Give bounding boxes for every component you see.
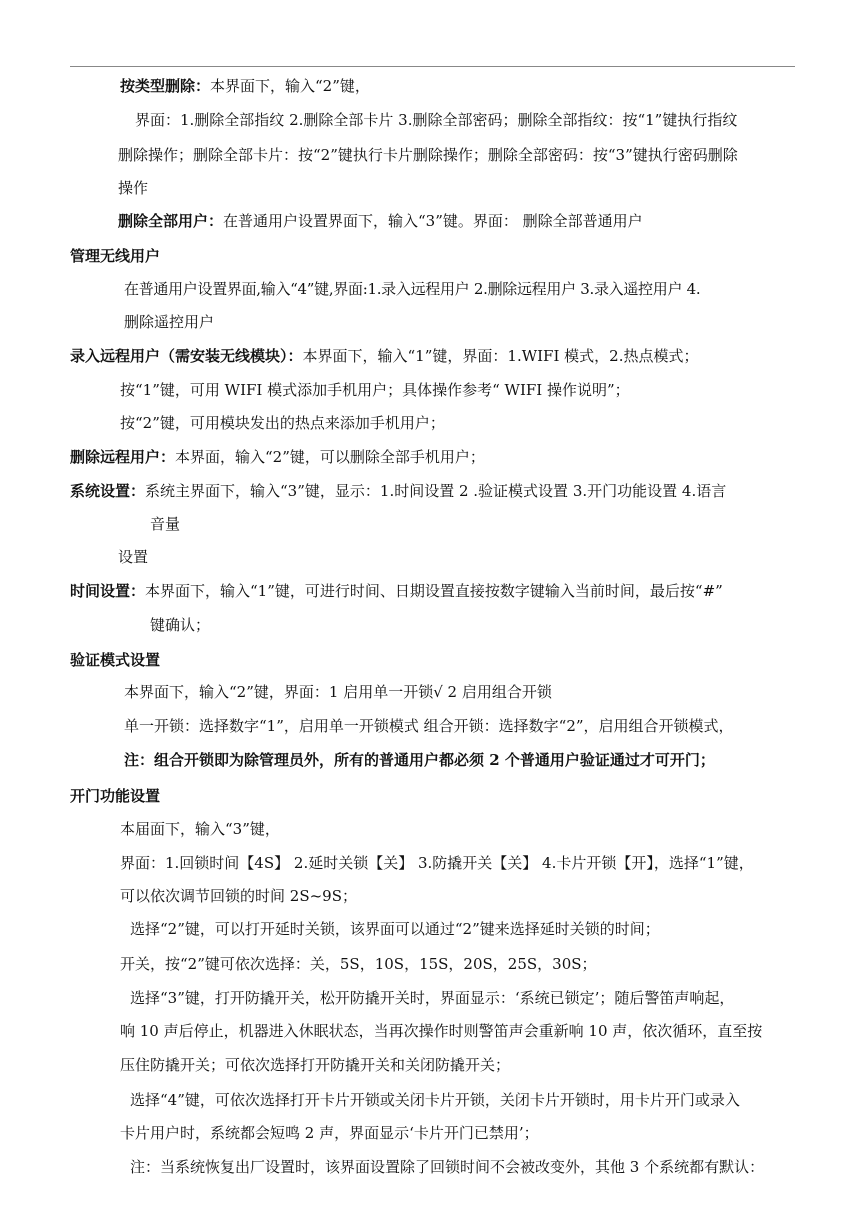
bold-label: 验证模式设置 — [70, 651, 161, 669]
line-text: 按“2”键，可用模块发出的热点来添加手机用户； — [120, 414, 445, 432]
line-text: 系统主界面下，输入“3”键，显示：1.时间设置 2 .验证模式设置 3.开门功能设置 4.语言 — [145, 482, 727, 500]
line-text: 本界面下，输入“1”键，可进行时间、日期设置直接按数字键输入当前时间，最后按“#” — [145, 582, 723, 600]
text-line — [118, 547, 148, 567]
line-text: 音量 — [150, 515, 181, 533]
text-line — [130, 919, 660, 939]
line-text: 本届面下，输入“3”键， — [120, 820, 280, 838]
bold-label: 删除全部用户： — [118, 212, 224, 230]
text-line — [118, 178, 148, 198]
line-text: 删除操作；删除全部卡片：按“2”键执行卡片删除操作；删除全部密码：按“3”键执行密码删除 — [118, 146, 738, 164]
bold-label: 按类型删除： — [120, 77, 211, 95]
text-line — [130, 988, 734, 1008]
text-line — [124, 279, 700, 299]
text-line — [120, 380, 630, 400]
line-text: 压住防撬开关；可依次选择打开防撬开关和关闭防撬开关； — [120, 1056, 511, 1074]
line-text: 响 10 声后停止，机器进入休眠状态，当再次操作时则警笛声会重新响 10 声，依次循环，直至按 — [120, 1022, 763, 1040]
line-text: 键确认； — [150, 616, 211, 634]
text-line — [70, 346, 698, 366]
text-line — [150, 514, 180, 534]
bold-label: 管理无线用户 — [70, 247, 161, 265]
line-text: 选择“2”键，可以打开延时关锁，该界面可以通过“2”键来选择延时关锁的时间； — [130, 920, 660, 938]
text-line — [135, 110, 737, 130]
line-text: 可以依次调节回锁的时间 2S~9S； — [120, 887, 357, 905]
text-line — [120, 819, 280, 839]
bold-label: 录入远程用户（需安装无线模块）： — [70, 347, 303, 365]
line-text: 注：当系统恢复出厂设置时，该界面设置除了回锁时间不会被改变外，其他 3 个系统都有默认： — [130, 1158, 765, 1176]
line-text: 选择“4”键，可依次选择打开卡片开锁或关闭卡片开锁，关闭卡片开锁时，用卡片开门或录入 — [130, 1091, 740, 1109]
line-text: 本界面下，输入“1”键，界面：1.WIFI 模式，2.热点模式； — [302, 347, 699, 365]
line-text: 界面：1.删除全部指纹 2.删除全部卡片 3.删除全部密码；删除全部指纹：按“1”键执行指纹 — [135, 111, 738, 129]
text-line — [70, 447, 485, 467]
bold-label: 时间设置： — [70, 582, 146, 600]
line-text: 开关，按“2”键可依次选择：关，5S，10S，15S，20S，25S，30S； — [120, 955, 597, 973]
line-text: 设置 — [118, 548, 149, 566]
line-text: 本界面下，输入“2”键， — [210, 77, 370, 95]
text-line — [70, 650, 160, 670]
text-line — [120, 76, 370, 96]
line-text: 本界面下，输入“2”键，界面：1 启用单一开锁√ 2 启用组合开锁 — [124, 683, 552, 701]
text-line — [70, 786, 160, 806]
text-line — [124, 750, 715, 770]
line-text: 卡片用户时，系统都会短鸣 2 声，界面显示‘卡片开门已禁用’； — [120, 1124, 539, 1142]
text-line — [120, 886, 357, 906]
bold-label: 删除远程用户： — [70, 448, 176, 466]
line-text: 界面：1.回锁时间【4S】 2.延时关锁【关】 3.防撬开关【关】 4.卡片开锁【开】，选择“1”键， — [120, 854, 754, 872]
text-line — [70, 246, 160, 266]
text-line — [120, 1123, 539, 1143]
bold-label: 开门功能设置 — [70, 787, 161, 805]
text-line — [118, 211, 643, 231]
text-line — [124, 682, 552, 702]
line-text: 删除遥控用户 — [124, 313, 215, 331]
text-line — [120, 1021, 762, 1041]
text-line — [124, 716, 734, 736]
text-line — [118, 145, 738, 165]
text-line — [70, 581, 723, 601]
text-line — [124, 312, 214, 332]
line-text: 按“1”键，可用 WIFI 模式添加手机用户；具体操作参考“ WIFI 操作说明”； — [120, 381, 630, 399]
bold-label: 注：组合开锁即为除管理员外，所有的普通用户都必须 2 个普通用户验证通过才可开门； — [124, 751, 715, 769]
line-text: 在普通用户设置界面下，输入“3”键。界面： 删除全部普通用户 — [223, 212, 643, 230]
line-text: 本界面，输入“2”键，可以删除全部手机用户； — [175, 448, 485, 466]
bold-label: 系统设置： — [70, 482, 146, 500]
line-text: 单一开锁：选择数字“1”，启用单一开锁模式 组合开锁：选择数字“2”，启用组合开锁模式， — [124, 717, 734, 735]
text-line — [150, 615, 210, 635]
text-line — [70, 481, 726, 501]
header-rule — [70, 66, 795, 67]
line-text: 选择“3”键，打开防撬开关，松开防撬开关时，界面显示：‘系统已锁定’；随后警笛声响起， — [130, 989, 735, 1007]
text-line — [120, 853, 754, 873]
text-line — [130, 1090, 740, 1110]
text-line — [120, 954, 597, 974]
text-line — [120, 413, 445, 433]
text-line — [120, 1055, 510, 1075]
line-text: 在普通用户设置界面,输入“4”键,界面:1.录入远程用户 2.删除远程用户 3.录入遥控用户 4. — [124, 280, 701, 298]
text-line — [130, 1157, 764, 1177]
line-text: 操作 — [118, 179, 149, 197]
